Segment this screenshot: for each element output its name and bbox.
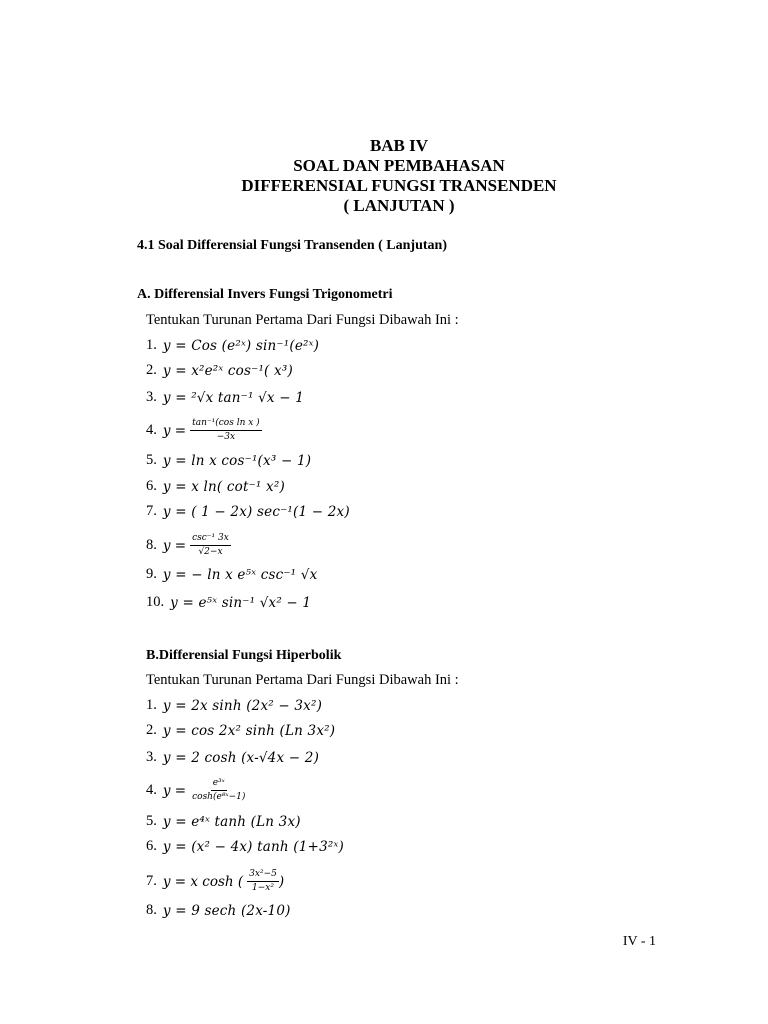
page-number: IV - 1: [622, 934, 656, 949]
problem-expression: y = x²e²ˣ cos⁻¹( x³): [162, 362, 293, 379]
fraction: [190, 533, 231, 558]
problem-item: [146, 838, 344, 855]
problem-item: [146, 337, 319, 354]
problem-expression: y = ( 1 − 2x) sec⁻¹(1 − 2x): [162, 503, 350, 520]
problem-number: 3.: [146, 749, 157, 765]
fraction-denominator: 1−x²: [252, 883, 274, 893]
fraction-denominator: √2−x: [198, 547, 223, 557]
fraction-numerator: tan⁻¹(cos ln x ): [190, 418, 262, 431]
problem-item: [146, 902, 291, 919]
problem-expression: y = ²√x tan⁻¹ √x − 1: [162, 389, 305, 406]
problem-item: [146, 869, 284, 894]
part-b-intro: Tentukan Turunan Pertama Dari Fungsi Dibawah Ini :: [146, 672, 459, 688]
problem-number: 1.: [146, 697, 157, 713]
part-a-heading: A. Differensial Invers Fungsi Trigonometri: [137, 287, 393, 302]
problem-item: [146, 749, 319, 766]
problem-expression-prefix: y =: [162, 537, 187, 554]
problem-item: [146, 594, 311, 611]
problem-number: 10.: [146, 594, 165, 610]
problem-number: 6.: [146, 478, 157, 494]
problem-expression: y = cos 2x² sinh (Ln 3x²): [162, 722, 336, 739]
problem-number: 8.: [146, 537, 157, 553]
fraction: [190, 418, 262, 443]
problem-expression: y = − ln x e⁵ˣ csc⁻¹ √x: [162, 566, 318, 583]
chapter-title-line-3: DIFFERENSIAL FUNGSI TRANSENDEN: [241, 176, 557, 195]
problem-number: 2.: [146, 362, 157, 378]
problem-item: [146, 697, 322, 714]
problem-number: 2.: [146, 722, 157, 738]
problem-expression-prefix: y =: [162, 422, 187, 439]
problem-expression-prefix: y = x cosh (: [162, 873, 244, 890]
chapter-title-line-2: SOAL DAN PEMBAHASAN: [293, 156, 505, 175]
problem-number: 4.: [146, 782, 157, 798]
problem-item: [146, 362, 293, 379]
fraction-denominator: −3x: [216, 432, 236, 442]
section-heading: 4.1 Soal Differensial Fungsi Transenden ( Lanjutan): [137, 238, 447, 253]
problem-item: [146, 778, 247, 803]
problem-expression-prefix: y =: [162, 782, 187, 799]
problem-number: 5.: [146, 813, 157, 829]
problem-number: 7.: [146, 873, 157, 889]
problem-number: 5.: [146, 452, 157, 468]
problem-number: 9.: [146, 566, 157, 582]
problem-number: 6.: [146, 838, 157, 854]
problem-number: 1.: [146, 337, 157, 353]
problem-number: 3.: [146, 389, 157, 405]
problem-number: 8.: [146, 902, 157, 918]
problem-number: 7.: [146, 503, 157, 519]
part-a-intro: Tentukan Turunan Pertama Dari Fungsi Dibawah Ini :: [146, 312, 459, 328]
problem-item: [146, 478, 285, 495]
problem-item: [146, 389, 304, 406]
problem-expression: y = (x² − 4x) tanh (1+3²ˣ): [162, 838, 344, 855]
problem-item: [146, 722, 335, 739]
fraction-denominator: cosh(e⁸ˣ−1): [192, 792, 246, 802]
problem-expression: y = 2x sinh (2x² − 3x²): [162, 697, 323, 714]
problem-item: [146, 503, 350, 520]
fraction-numerator: e³ˣ: [211, 778, 227, 791]
part-b-heading: B.Differensial Fungsi Hiperbolik: [146, 648, 342, 663]
fraction: [190, 778, 247, 803]
problem-expression: y = Cos (e²ˣ) sin⁻¹(e²ˣ): [162, 337, 320, 354]
fraction-numerator: 3x²−5: [247, 869, 279, 882]
chapter-title-line-4: ( LANJUTAN ): [343, 196, 455, 215]
problem-item: [146, 452, 311, 469]
problem-expression: y = 2 cosh (x-√4x − 2): [162, 749, 320, 766]
problem-item: [146, 533, 231, 558]
problem-expression: y = e⁵ˣ sin⁻¹ √x² − 1: [170, 594, 312, 611]
problem-expression: y = x ln( cot⁻¹ x²): [162, 478, 285, 495]
problem-item: [146, 813, 301, 830]
problem-expression: y = e⁴ˣ tanh (Ln 3x): [162, 813, 301, 830]
chapter-title: [0, 136, 768, 216]
problem-expression: y = ln x cos⁻¹(x³ − 1): [162, 452, 312, 469]
problem-expression: y = 9 sech (2x-10): [162, 902, 291, 919]
problem-item: [146, 418, 262, 443]
fraction-numerator: csc⁻¹ 3x: [190, 533, 231, 546]
problem-item: [146, 566, 317, 583]
problem-expression-suffix: ): [278, 873, 285, 890]
problem-number: 4.: [146, 422, 157, 438]
chapter-number: BAB IV: [369, 136, 429, 155]
fraction: [247, 869, 279, 894]
